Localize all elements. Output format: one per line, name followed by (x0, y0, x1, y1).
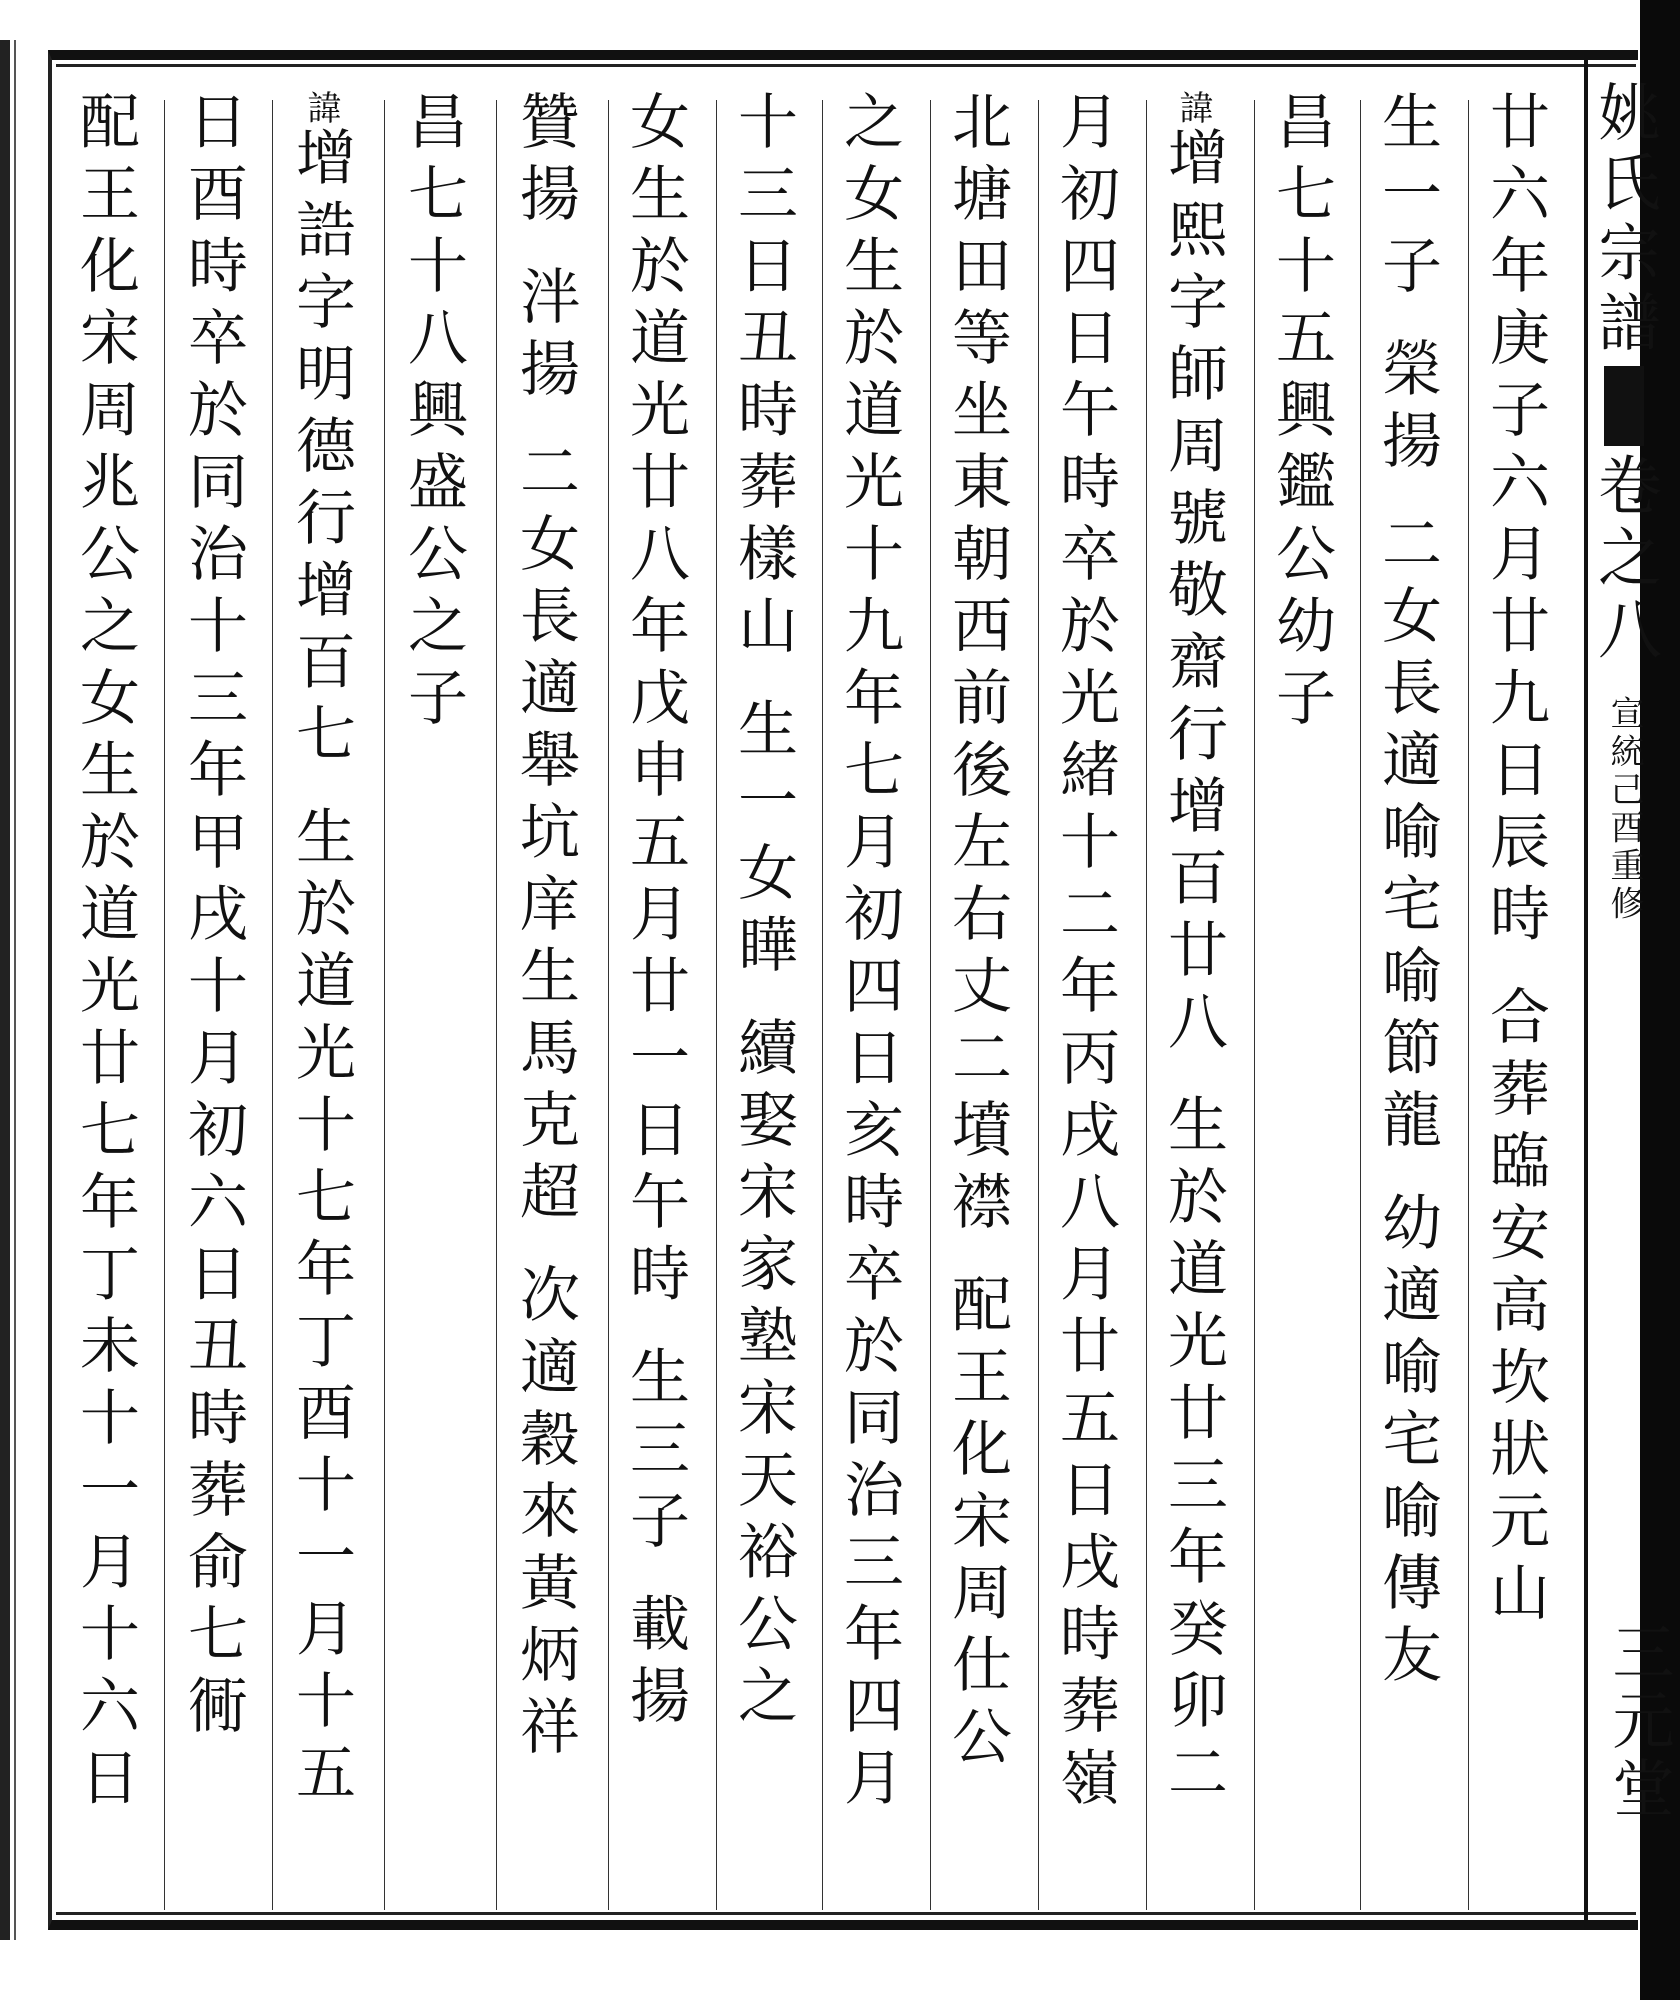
adjacent-page-edge (0, 40, 10, 1940)
column-rule (1038, 100, 1039, 1910)
text-column-6: 北塘田等坐東朝西前後左右丈二墳襟 配王化宋周仕公 (942, 90, 1012, 1778)
text-column-4 (1156, 90, 1230, 1813)
volume-number: 卷之八 (1587, 452, 1661, 668)
column-rule (1254, 100, 1255, 1910)
text-column-9: 女生於道光廿八年戊申五月廿一日午時 生三子 載揚 (620, 90, 690, 1737)
name-prefix: 諱 (301, 90, 341, 126)
text-column-13: 日酉時卒於同治十三年甲戌十月初六日丑時葬俞七衕 (178, 90, 248, 1746)
column-rule (608, 100, 609, 1910)
generation-heading: 昌七十五興鑑公幼子 (1266, 90, 1336, 738)
edition-note: 宣統己酉重修 (1604, 695, 1644, 924)
column-rule (930, 100, 931, 1910)
text-column-4-body: 增熙字師周號敬齋行增百廿八 生於道光廿三年癸卯二 (1158, 126, 1228, 1814)
adjacent-page-rule (14, 40, 16, 1940)
name-prefix: 諱 (1173, 90, 1213, 126)
column-rule (822, 100, 823, 1910)
column-rule (1146, 100, 1147, 1910)
book-title: 姚氏宗譜 (1588, 80, 1661, 360)
text-column-14: 配王化宋周兆公之女生於道光廿七年丁未十一月十六日 (70, 90, 140, 1818)
text-column-12-body: 增誥字明德行增百七 生於道光十七年丁酉十一月十五 (286, 126, 356, 1814)
column-rule (1360, 100, 1361, 1910)
frame-inner-bottom-rule (56, 1912, 1636, 1915)
center-title (1587, 80, 1675, 1824)
text-column-2: 生一子 榮揚 二女長適喻宅喻節龍 幼適喻宅喻傳友 (1372, 90, 1442, 1696)
text-column-1: 廿六年庚子六月廿九日辰時 合葬臨安高坎狀元山 (1480, 90, 1550, 1634)
frame-inner-top-rule (56, 64, 1636, 67)
text-column-12 (284, 90, 358, 1813)
fishtail-mark (1604, 366, 1644, 446)
text-column-5: 月初四日午時卒於光緒十二年丙戌八月廿五日戌時葬嶺 (1050, 90, 1120, 1818)
column-rule (496, 100, 497, 1910)
hall-name: 三元堂 (1602, 1620, 1675, 1824)
column-rule (272, 100, 273, 1910)
column-rule (1468, 100, 1469, 1910)
text-column-7: 之女生於道光十九年七月初四日亥時卒於同治三年四月 (834, 90, 904, 1818)
text-column-8: 十三日丑時葬樣山 生一女瞱 續娶宋家塾宋天裕公之 (728, 90, 798, 1737)
generation-heading: 昌七十八興盛公之子 (398, 90, 468, 738)
text-column-10: 贊揚 泮揚 二女長適舉坑庠生馬克超 次適穀來黃炳祥 (510, 90, 580, 1768)
column-rule (716, 100, 717, 1910)
column-rule (384, 100, 385, 1910)
column-rule (164, 100, 165, 1910)
